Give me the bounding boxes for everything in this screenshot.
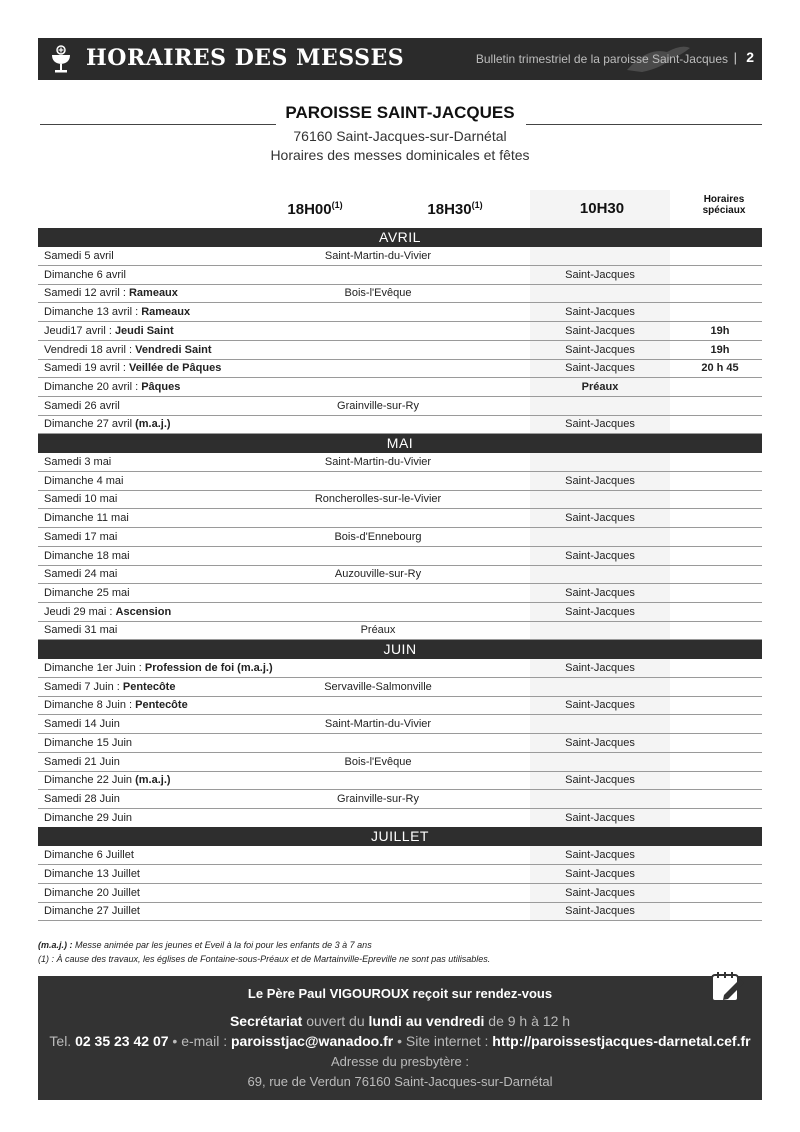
row-date: Jeudi17 avril : Jeudi Saint — [44, 324, 174, 337]
row-saturday-location: Auzouville-sur-Ry — [334, 568, 422, 581]
row-date: Samedi 19 avril : Veillée de Pâques — [44, 362, 222, 375]
row-sunday-location: Saint-Jacques — [565, 418, 635, 431]
address-line: 69, rue de Verdun 76160 Saint-Jacques-sur-Darnétal — [247, 1074, 553, 1089]
table-row — [38, 397, 762, 416]
row-sunday-location: Saint-Jacques — [565, 362, 635, 375]
row-sunday-location: Saint-Jacques — [565, 324, 635, 337]
row-saturday-location: Saint-Martin-du-Vivier — [324, 456, 432, 468]
page-title: HORAIRES DES MESSES — [86, 45, 405, 71]
row-date: Samedi 14 Juin — [44, 718, 120, 731]
table-row — [38, 415, 762, 434]
row-event: Veillée de Pâques — [128, 362, 222, 375]
table-row — [38, 734, 762, 753]
row-saturday-location: Saint-Martin-du-Vivier — [324, 718, 432, 731]
row-date: Samedi 26 avril — [44, 399, 120, 412]
row-event: Pentecôte — [122, 680, 176, 693]
row-date: Samedi 12 avril : Rameaux — [44, 287, 178, 300]
address-label: Adresse du presbytère : — [330, 1054, 470, 1069]
row-date: Dimanche 1er Juin : Profession de foi (m.a.j.) — [44, 662, 273, 674]
row-saturday-location: Préaux — [360, 624, 396, 637]
row-sunday-location: Saint-Jacques — [565, 886, 635, 899]
website-link[interactable]: http://paroissestjacques-darnetal.cef.fr — [492, 1033, 751, 1049]
row-event: Rameaux — [128, 287, 178, 300]
table-row — [38, 266, 762, 285]
table-row — [38, 902, 762, 921]
priest-line: Le Père Paul VIGOUROUX reçoit sur rendez-vous — [247, 986, 553, 1001]
row-date: Dimanche 15 Juin — [44, 736, 133, 749]
row-saturday-location: Bois-d'Ennebourg — [334, 530, 422, 543]
row-sunday-location: Saint-Jacques — [565, 736, 635, 749]
table-row — [38, 659, 762, 678]
row-date: Dimanche 18 mai — [44, 549, 130, 562]
maj-key: (m.a.j.) : — [38, 940, 73, 950]
month-header: MAI — [38, 434, 762, 453]
table-row — [38, 753, 762, 772]
row-sunday-location: Saint-Jacques — [565, 868, 635, 880]
phone-number: 02 35 23 42 07 — [75, 1033, 169, 1049]
table-row — [38, 678, 762, 697]
row-date: Samedi 17 mai — [44, 530, 118, 543]
table-row — [38, 603, 762, 622]
secretariat-line: Secrétariat ouvert du lundi au vendredi de 9 h à 12 h — [229, 1013, 571, 1029]
row-date: Dimanche 22 Juin (m.a.j.) — [44, 774, 171, 787]
table-row — [38, 378, 762, 397]
row-date: Dimanche 29 Juin — [44, 811, 133, 824]
table-row — [38, 284, 762, 303]
contact-line: Tel. 02 35 23 42 07 • e-mail : paroisstjac@wanadoo.fr • Site internet : http://paroissestjacques-darnetal.cef.fr — [49, 1033, 751, 1049]
row-date: Dimanche 13 avril : Rameaux — [44, 306, 191, 319]
row-event: Rameaux — [141, 306, 191, 319]
column-header-10h30: 10H30 — [579, 200, 625, 217]
divider-right — [526, 124, 762, 125]
table-row — [38, 584, 762, 603]
row-event: Jeudi Saint — [114, 324, 174, 337]
row-date: Dimanche 6 Juillet — [44, 849, 134, 862]
row-sunday-location: Saint-Jacques — [565, 549, 635, 562]
row-date: Dimanche 20 Juillet — [44, 886, 140, 899]
row-sunday-location: Saint-Jacques — [565, 605, 635, 618]
row-date: Jeudi 29 mai : Ascension — [44, 605, 172, 618]
row-sunday-location: Saint-Jacques — [565, 268, 635, 281]
table-row — [38, 247, 762, 266]
table-row — [38, 322, 762, 341]
row-date: Dimanche 27 Juillet — [44, 905, 140, 918]
row-date: Dimanche 4 mai — [44, 474, 124, 487]
row-sunday-location: Saint-Jacques — [565, 586, 635, 599]
header-separator: | — [733, 50, 737, 65]
table-row — [38, 453, 762, 472]
table-row — [38, 528, 762, 547]
row-saturday-location: Bois-l'Evêque — [344, 755, 412, 768]
email-link[interactable]: paroisstjac@wanadoo.fr — [230, 1033, 394, 1049]
table-row — [38, 565, 762, 584]
table-row — [38, 547, 762, 566]
parish-name: PAROISSE SAINT-JACQUES — [285, 103, 515, 122]
row-date: Dimanche 11 mai — [44, 512, 129, 525]
row-sunday-location: Saint-Jacques — [565, 699, 635, 712]
row-sunday-location: Saint-Jacques — [565, 905, 635, 918]
row-special-time: 20 h 45 — [701, 362, 739, 375]
row-sunday-location: Saint-Jacques — [565, 474, 635, 487]
table-row — [38, 715, 762, 734]
table-row — [38, 621, 762, 640]
bulletin-label: Bulletin trimestriel de la paroisse Saint-Jacques — [475, 52, 728, 66]
row-saturday-location: Grainville-sur-Ry — [337, 399, 419, 412]
column-header-18h30: 18H30$^{(1)}$ — [427, 200, 483, 218]
page-number: 2 — [746, 49, 754, 65]
row-sunday-location: Saint-Jacques — [565, 343, 635, 356]
row-event: Profession de foi (m.a.j.) — [144, 662, 273, 674]
row-sunday-location: Saint-Jacques — [565, 306, 635, 319]
maj-note: Messe animée par les jeunes et Eveil à la foi pour les enfants de 3 à 7 ans — [72, 940, 372, 950]
row-event: Ascension — [115, 605, 172, 618]
month-header: JUIN — [38, 640, 762, 659]
row-saturday-location: Servaville-Salmonville — [324, 680, 432, 693]
row-date: Dimanche 6 avril — [44, 268, 126, 281]
row-sunday-location: Saint-Jacques — [565, 774, 635, 787]
row-sunday-location: Saint-Jacques — [565, 849, 635, 862]
row-sunday-location: Saint-Jacques — [565, 512, 635, 525]
row-date: Samedi 31 mai — [44, 624, 118, 637]
row-date: Dimanche 25 mai — [44, 586, 130, 599]
column-header-18h00: 18H00$^{(1)}$ — [287, 200, 343, 218]
row-date: Samedi 5 avril — [44, 250, 114, 262]
table-row — [38, 790, 762, 809]
row-event: Pâques — [141, 380, 181, 393]
row-saturday-location: Grainville-sur-Ry — [337, 792, 419, 805]
divider-left — [40, 124, 276, 125]
row-sunday-location: Saint-Jacques — [565, 662, 635, 674]
row-special-time: 19h — [710, 343, 730, 356]
parish-city: 76160 Saint-Jacques-sur-Darnétal — [293, 128, 507, 144]
row-date: Dimanche 8 Juin : Pentecôte — [44, 699, 188, 712]
row-saturday-location: Bois-l'Evêque — [344, 287, 412, 300]
table-row — [38, 509, 762, 528]
table-row — [38, 696, 762, 715]
row-date: Samedi 24 mai — [44, 568, 118, 581]
row-date: Dimanche 13 Juillet — [44, 868, 140, 880]
chalice-icon — [48, 43, 74, 75]
row-special-time: 19h — [710, 324, 730, 337]
row-saturday-location: Roncherolles-sur-le-Vivier — [314, 493, 442, 506]
table-row — [38, 359, 762, 378]
row-date: Dimanche 27 avril (m.a.j.) — [44, 418, 171, 431]
row-date: Samedi 28 Juin — [44, 792, 120, 805]
footnotes — [38, 938, 490, 966]
table-row — [38, 846, 762, 865]
table-row — [38, 865, 762, 884]
row-date: Samedi 10 mai — [44, 493, 118, 506]
table-row — [38, 341, 762, 360]
row-sunday-location: Saint-Jacques — [565, 811, 635, 824]
row-sunday-location: Préaux — [581, 380, 619, 393]
row-saturday-location: Saint-Martin-du-Vivier — [324, 250, 432, 262]
column-header-special: Horaires spéciaux — [702, 194, 746, 216]
row-date: Samedi 3 mai — [44, 456, 112, 468]
table-row — [38, 771, 762, 790]
table-row — [38, 490, 762, 509]
row-event: Pentecôte — [135, 699, 188, 712]
row-event: (m.a.j.) — [135, 774, 171, 787]
table-row — [38, 884, 762, 903]
contact-footer — [38, 976, 762, 1100]
row-date: Dimanche 20 avril : Pâques — [44, 380, 181, 393]
month-header: AVRIL — [38, 228, 762, 247]
table-row — [38, 303, 762, 322]
row-date: Vendredi 18 avril : Vendredi Saint — [44, 343, 212, 356]
header-banner — [38, 38, 762, 80]
row-date: Samedi 7 Juin : Pentecôte — [44, 680, 176, 693]
works-note: (1) : À cause des travaux, les églises de Fontaine-sous-Préaux et de Martainville-Epreville ne sont pas utilisables. — [38, 954, 491, 964]
row-date: Samedi 21 Juin — [44, 755, 120, 768]
row-event: (m.a.j.) — [135, 418, 171, 431]
schedule-subtitle: Horaires des messes dominicales et fêtes — [270, 147, 530, 163]
row-event: Vendredi Saint — [135, 343, 212, 356]
table-row — [38, 809, 762, 828]
month-header: JUILLET — [38, 827, 762, 846]
table-row — [38, 472, 762, 491]
